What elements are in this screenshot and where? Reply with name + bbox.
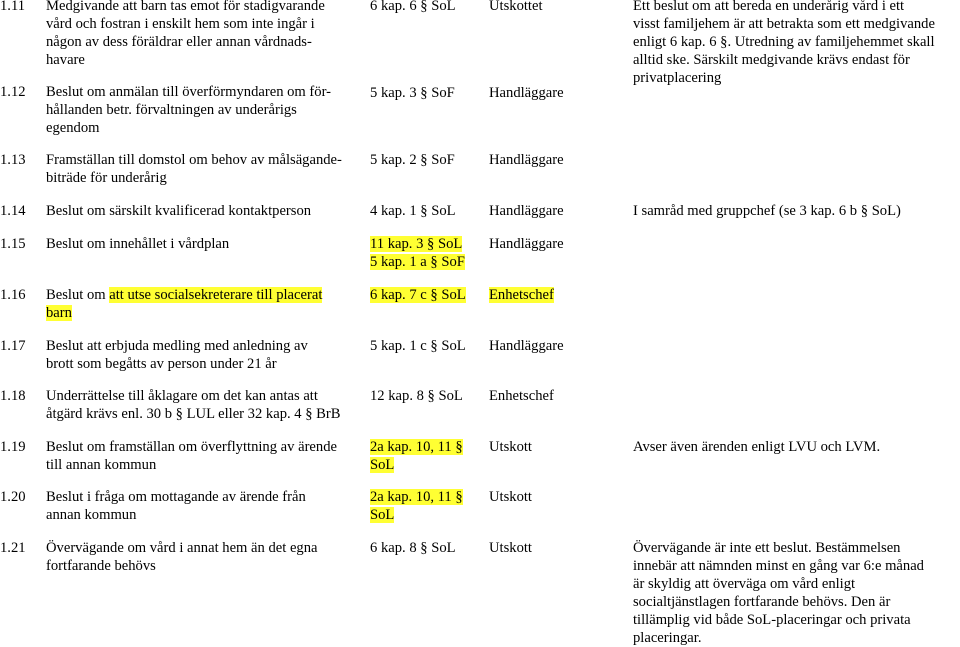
row-legal-reference xyxy=(370,235,486,271)
row-decision-maker: Handläggare xyxy=(489,85,564,101)
row-legal-reference: 6 kap. 8 § SoL xyxy=(370,540,456,556)
highlighted-reference: 2a kap. 10, 11 § xyxy=(370,489,463,505)
row-number: 1.14 xyxy=(0,203,26,219)
row-legal-reference: 6 kap. 6 § SoL xyxy=(370,0,456,14)
highlighted-reference: SoL xyxy=(370,507,395,523)
row-description: Medgivande att barn tas emot för stadigvarande vård och fostran i enskilt hem som inte ingår i någon av dess föräldrar eller annan vårdnads- havare xyxy=(46,0,325,68)
row-description: Beslut om anmälan till överförmyndaren om för- hållanden betr. förvaltningen av underårigs egendom xyxy=(46,84,332,136)
row-decision-maker: Utskott xyxy=(489,489,532,505)
row-note: Avser även ärenden enligt LVU och LVM. xyxy=(633,439,881,455)
highlighted-reference: SoL xyxy=(370,457,395,473)
row-decision-maker: Handläggare xyxy=(489,203,564,219)
row-number: 1.13 xyxy=(0,152,26,168)
row-decision-maker: Handläggare xyxy=(489,152,564,168)
row-decision-maker: Utskott xyxy=(489,439,532,455)
row-description: Framställan till domstol om behov av målsägande- biträde för underårig xyxy=(46,152,342,186)
row-number: 1.18 xyxy=(0,388,26,404)
highlighted-reference: 6 kap. 7 c § SoL xyxy=(370,287,466,303)
row-description: Beslut om att utse socialsekreterare till placerat barn xyxy=(46,287,323,321)
row-number: 1.11 xyxy=(0,0,25,14)
row-number: 1.20 xyxy=(0,489,26,505)
row-decision-maker: Handläggare xyxy=(489,236,564,252)
row-number: 1.16 xyxy=(0,287,26,303)
row-description: Beslut om särskilt kvalificerad kontaktperson xyxy=(46,203,312,219)
row-description: Beslut i fråga om mottagande av ärende från annan kommun xyxy=(46,489,306,523)
row-legal-reference: 12 kap. 8 § SoL xyxy=(370,388,463,404)
row-legal-reference xyxy=(370,488,486,524)
row-description: Beslut om innehållet i vårdplan xyxy=(46,236,230,252)
row-number: 1.12 xyxy=(0,84,26,100)
row-legal-reference xyxy=(370,438,486,474)
row-decision-maker xyxy=(489,286,629,304)
highlighted-reference: 2a kap. 10, 11 § xyxy=(370,439,463,455)
row-description: Beslut om framställan om överflyttning av ärende till annan kommun xyxy=(46,439,337,473)
row-description: Övervägande om vård i annat hem än det egna fortfarande behövs xyxy=(46,540,318,574)
row-legal-reference xyxy=(370,286,486,304)
row-decision-maker: Enhetschef xyxy=(489,388,554,404)
row-decision-maker: Utskottet xyxy=(489,0,543,14)
highlighted-text: barn xyxy=(46,305,72,321)
row-legal-reference: 5 kap. 3 § SoF xyxy=(370,85,455,101)
highlighted-decision: Enhetschef xyxy=(489,287,554,303)
row-note: I samråd med gruppchef (se 3 kap. 6 b § SoL) xyxy=(633,203,901,219)
row-number: 1.17 xyxy=(0,338,26,354)
row-decision-maker: Handläggare xyxy=(489,338,564,354)
row-number: 1.15 xyxy=(0,236,26,252)
row-legal-reference: 4 kap. 1 § SoL xyxy=(370,203,456,219)
highlighted-reference: 5 kap. 1 a § SoF xyxy=(370,254,465,270)
row-number: 1.19 xyxy=(0,439,26,455)
row-note: Ett beslut om att bereda en underårig vård i ett visst familjehem är att betrakta som ett medgivande enligt 6 kap. 6 §. Utredning av familjehemmet skall alltid ske. Särskilt medgivande krävs endast för privatplacering xyxy=(633,0,935,86)
row-number: 1.21 xyxy=(0,540,26,556)
row-note: Övervägande är inte ett beslut. Bestämmelsen innebär att nämnden minst en gång var 6:e månad är skyldig att överväga om vård enligt socialtjänstlagen fortfarande behövs. Den är tillämplig vid både SoL-placeringar och privata placeringar. xyxy=(633,540,924,646)
row-legal-reference: 5 kap. 2 § SoF xyxy=(370,152,455,168)
row-legal-reference: 5 kap. 1 c § SoL xyxy=(370,338,466,354)
row-decision-maker: Utskott xyxy=(489,540,532,556)
highlighted-reference: 11 kap. 3 § SoL xyxy=(370,236,463,252)
row-description: Underrättelse till åklagare om det kan antas att åtgärd krävs enl. 30 b § LUL eller 32 kap. 4 § BrB xyxy=(46,388,341,422)
row-description: Beslut att erbjuda medling med anledning av brott som begåtts av person under 21 år xyxy=(46,338,308,372)
highlighted-text: att utse socialsekreterare till placerat xyxy=(109,287,323,303)
